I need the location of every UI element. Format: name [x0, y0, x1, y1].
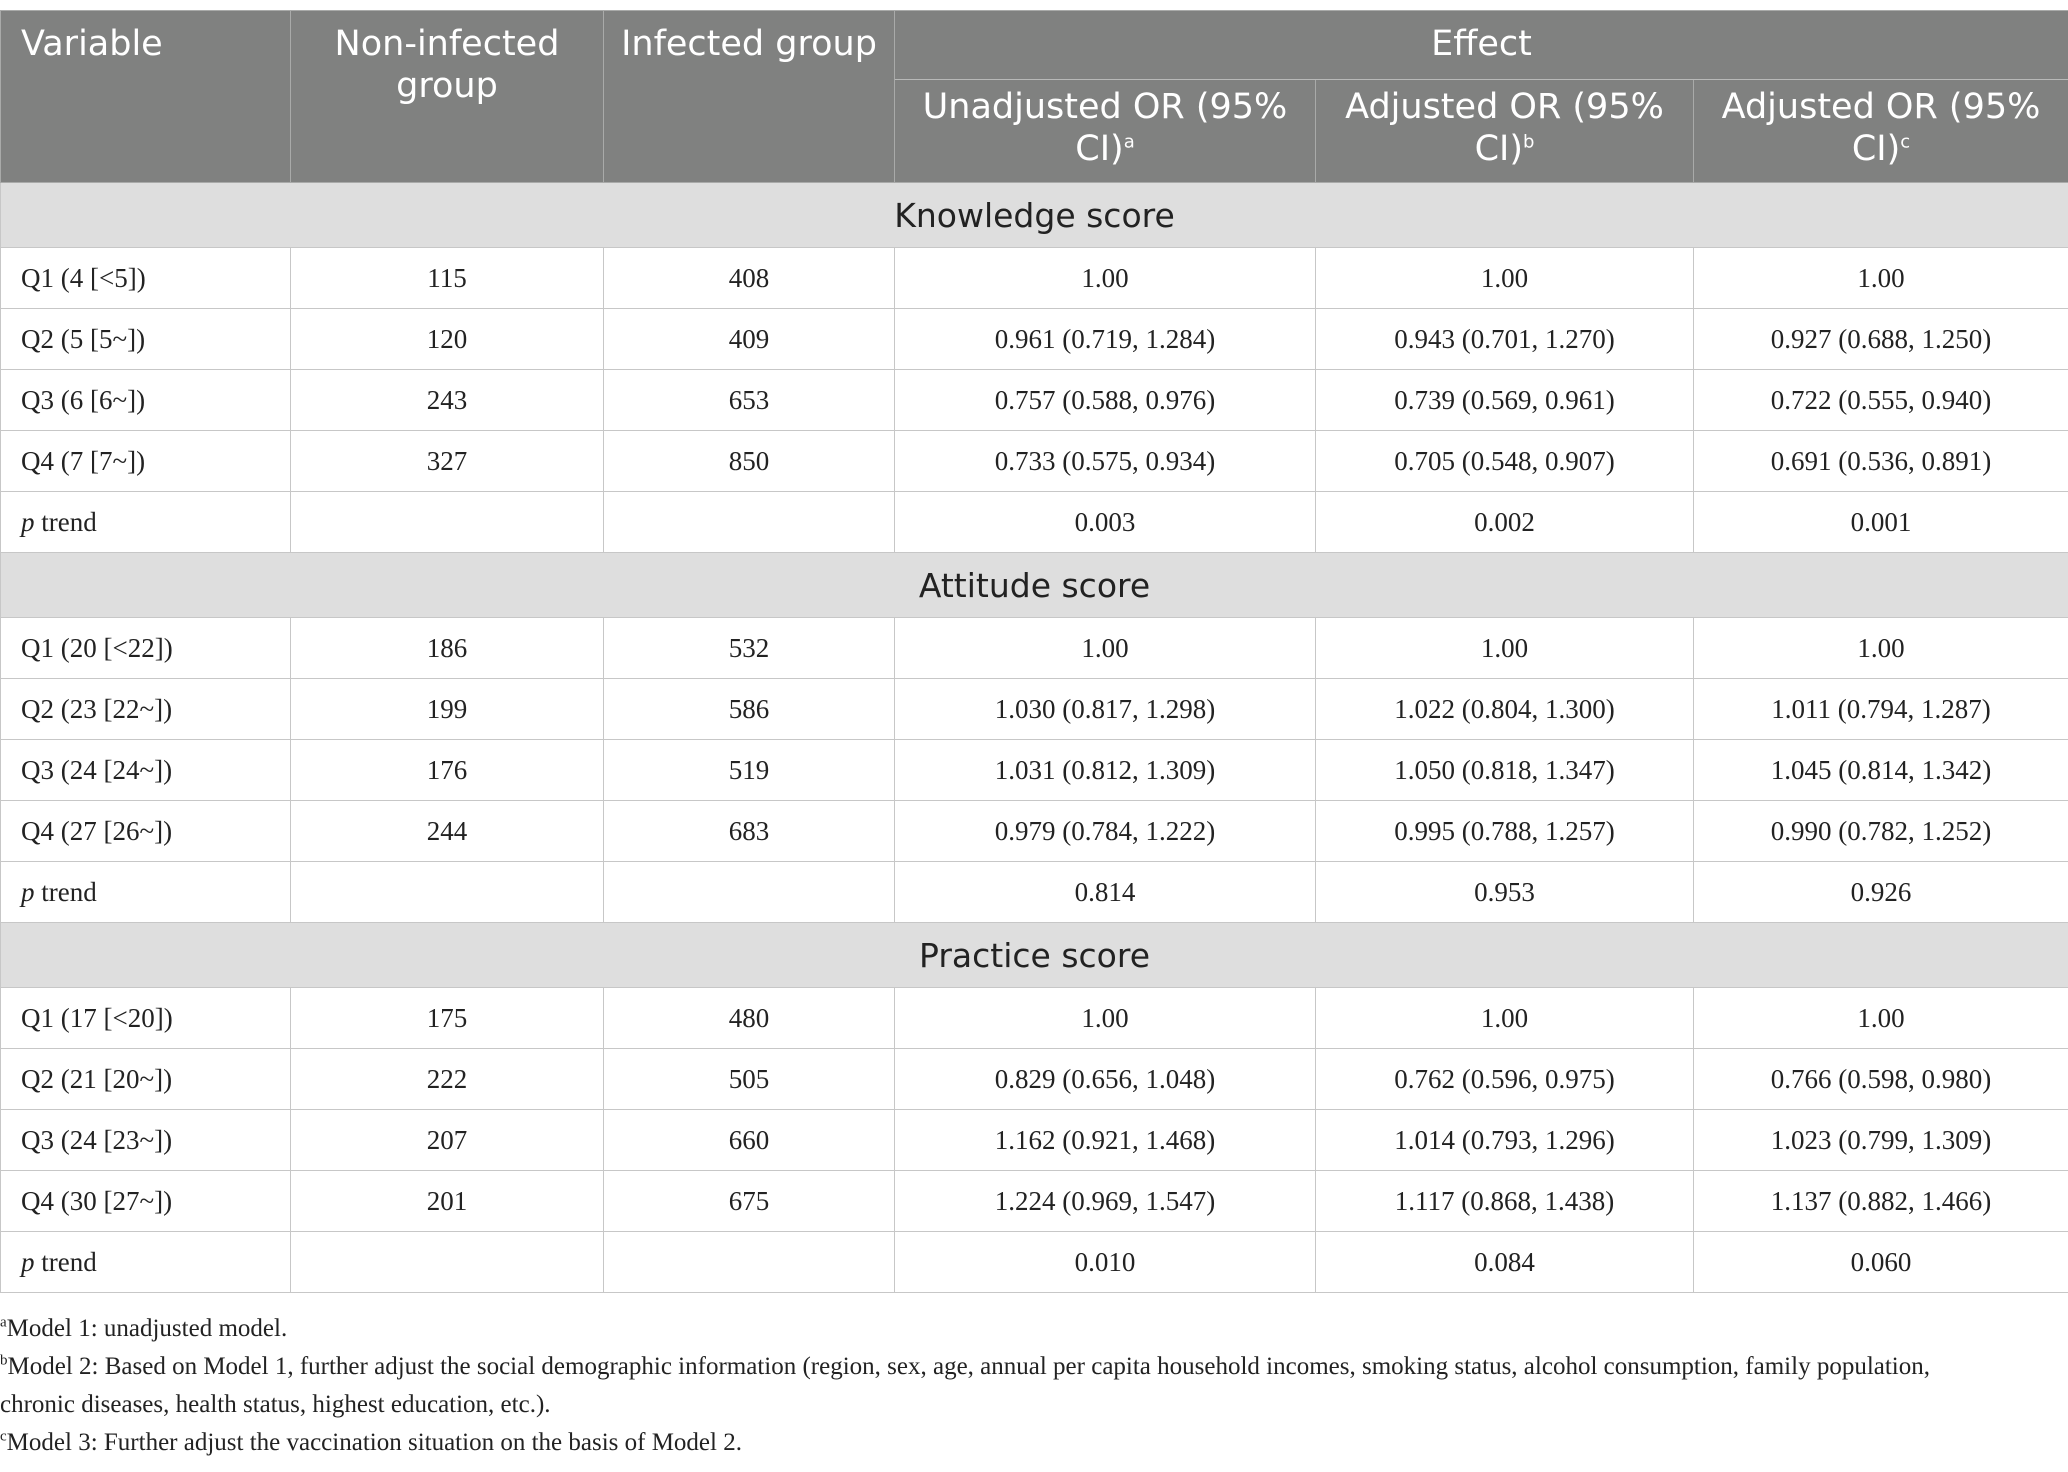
- p-trend-row: [1, 862, 2068, 923]
- adjusted-or-model2-cell: 0.705 (0.548, 0.907): [1316, 431, 1694, 492]
- adjusted-or-model2-cell: 1.00: [1316, 618, 1694, 679]
- unadjusted-or-cell: 0.757 (0.588, 0.976): [895, 370, 1316, 431]
- footnote-marker-c: c: [1900, 131, 1911, 153]
- p-trend-model2: 0.084: [1316, 1232, 1694, 1293]
- table-row: [1, 248, 2068, 309]
- infected-cell: 850: [604, 431, 895, 492]
- trend-text: trend: [34, 1246, 97, 1277]
- p-trend-label: [1, 1232, 291, 1293]
- header-infected: Infected group: [604, 11, 895, 183]
- var-cell: Q4 (7 [7~]): [1, 431, 291, 492]
- trend-text: trend: [34, 876, 97, 907]
- table-header: [1, 11, 2068, 183]
- table-row: [1, 1171, 2068, 1232]
- p-trend-model2: 0.953: [1316, 862, 1694, 923]
- unadjusted-or-cell: 1.00: [895, 618, 1316, 679]
- adjusted-or-model3-cell: 1.00: [1694, 618, 2068, 679]
- adjusted-or-model2-cell: 1.050 (0.818, 1.347): [1316, 740, 1694, 801]
- header-effect: Effect: [895, 11, 2068, 80]
- p-trend-label: [1, 492, 291, 553]
- adjusted-or-model3-cell: 0.722 (0.555, 0.940): [1694, 370, 2068, 431]
- var-cell: Q1 (4 [<5]): [1, 248, 291, 309]
- adjusted-or-model3-cell: 1.011 (0.794, 1.287): [1694, 679, 2068, 740]
- infected-cell: 660: [604, 1110, 895, 1171]
- p-symbol: p: [21, 1246, 35, 1277]
- p-trend-model3: 0.001: [1694, 492, 2068, 553]
- table-row: [1, 1110, 2068, 1171]
- table-row: [1, 431, 2068, 492]
- infected-cell: 408: [604, 248, 895, 309]
- adjusted-or-model2-cell: 1.00: [1316, 988, 1694, 1049]
- var-cell: Q3 (6 [6~]): [1, 370, 291, 431]
- adjusted-or-model2-cell: 0.943 (0.701, 1.270): [1316, 309, 1694, 370]
- non-infected-cell: 115: [291, 248, 604, 309]
- unadjusted-or-cell: 1.162 (0.921, 1.468): [895, 1110, 1316, 1171]
- table-row: [1, 370, 2068, 431]
- section-row: [1, 923, 2068, 988]
- unadjusted-or-cell: 0.733 (0.575, 0.934): [895, 431, 1316, 492]
- p-trend-row: [1, 1232, 2068, 1293]
- table-row: [1, 679, 2068, 740]
- header-unadjusted-or: [895, 80, 1316, 183]
- unadjusted-or-cell: 1.00: [895, 988, 1316, 1049]
- non-infected-cell: 186: [291, 618, 604, 679]
- footnote-marker: a: [0, 1314, 7, 1331]
- p-trend-model3: 0.926: [1694, 862, 2068, 923]
- p-trend-model1: 0.003: [895, 492, 1316, 553]
- empty-cell: [604, 1232, 895, 1293]
- var-cell: Q3 (24 [23~]): [1, 1110, 291, 1171]
- unadjusted-or-cell: 1.224 (0.969, 1.547): [895, 1171, 1316, 1232]
- unadjusted-or-cell: 0.979 (0.784, 1.222): [895, 801, 1316, 862]
- non-infected-cell: 201: [291, 1171, 604, 1232]
- empty-cell: [291, 1232, 604, 1293]
- adjusted-or-model3-cell: 1.045 (0.814, 1.342): [1694, 740, 2068, 801]
- adjusted-or-model3-cell: 1.023 (0.799, 1.309): [1694, 1110, 2068, 1171]
- infected-cell: 409: [604, 309, 895, 370]
- adjusted-or-model2-cell: 1.014 (0.793, 1.296): [1316, 1110, 1694, 1171]
- results-table-wrapper: [0, 10, 2068, 1293]
- p-trend-label: [1, 862, 291, 923]
- empty-cell: [291, 492, 604, 553]
- p-symbol: p: [21, 506, 35, 537]
- header-unadjusted-or-label: Unadjusted OR (95% CI): [922, 87, 1288, 169]
- p-trend-model1: 0.010: [895, 1232, 1316, 1293]
- adjusted-or-model2-cell: 1.022 (0.804, 1.300): [1316, 679, 1694, 740]
- adjusted-or-model3-cell: 0.927 (0.688, 1.250): [1694, 309, 2068, 370]
- unadjusted-or-cell: 1.031 (0.812, 1.309): [895, 740, 1316, 801]
- var-cell: Q1 (20 [<22]): [1, 618, 291, 679]
- section-title: Attitude score: [1, 553, 2068, 618]
- non-infected-cell: 244: [291, 801, 604, 862]
- trend-text: trend: [34, 506, 97, 537]
- unadjusted-or-cell: 0.961 (0.719, 1.284): [895, 309, 1316, 370]
- var-cell: Q4 (27 [26~]): [1, 801, 291, 862]
- adjusted-or-model2-cell: 0.995 (0.788, 1.257): [1316, 801, 1694, 862]
- adjusted-or-model3-cell: 0.990 (0.782, 1.252): [1694, 801, 2068, 862]
- non-infected-cell: 120: [291, 309, 604, 370]
- p-trend-model1: 0.814: [895, 862, 1316, 923]
- var-cell: Q2 (5 [5~]): [1, 309, 291, 370]
- footnote-marker: c: [0, 1428, 7, 1445]
- footnote: [0, 1348, 2000, 1424]
- infected-cell: 519: [604, 740, 895, 801]
- adjusted-or-model3-cell: 1.137 (0.882, 1.466): [1694, 1171, 2068, 1232]
- footnotes: [0, 1310, 2000, 1462]
- var-cell: Q2 (23 [22~]): [1, 679, 291, 740]
- adjusted-or-model3-cell: 0.691 (0.536, 0.891): [1694, 431, 2068, 492]
- header-variable: Variable: [1, 11, 291, 183]
- p-trend-row: [1, 492, 2068, 553]
- non-infected-cell: 222: [291, 1049, 604, 1110]
- header-adjusted-or-model3: [1694, 80, 2068, 183]
- table-row: [1, 618, 2068, 679]
- infected-cell: 532: [604, 618, 895, 679]
- adjusted-or-model2-cell: 1.117 (0.868, 1.438): [1316, 1171, 1694, 1232]
- table-body: [1, 183, 2068, 1293]
- section-title: Knowledge score: [1, 183, 2068, 248]
- infected-cell: 505: [604, 1049, 895, 1110]
- infected-cell: 683: [604, 801, 895, 862]
- non-infected-cell: 176: [291, 740, 604, 801]
- table-row: [1, 801, 2068, 862]
- table-row: [1, 988, 2068, 1049]
- section-row: [1, 553, 2068, 618]
- non-infected-cell: 199: [291, 679, 604, 740]
- adjusted-or-model3-cell: 1.00: [1694, 248, 2068, 309]
- infected-cell: 675: [604, 1171, 895, 1232]
- header-adjusted-or-model2: [1316, 80, 1694, 183]
- empty-cell: [604, 862, 895, 923]
- footnote-marker: b: [0, 1352, 8, 1369]
- adjusted-or-model2-cell: 0.739 (0.569, 0.961): [1316, 370, 1694, 431]
- footnote: [0, 1424, 2000, 1462]
- non-infected-cell: 207: [291, 1110, 604, 1171]
- footnote-text: Model 2: Based on Model 1, further adjust the social demographic information (region, sex, age, annual per capita household incomes, smoking status, alcohol consumption, family population, chronic diseases, health status, highest education, etc.).: [0, 1353, 1930, 1418]
- unadjusted-or-cell: 1.00: [895, 248, 1316, 309]
- empty-cell: [604, 492, 895, 553]
- table-row: [1, 1049, 2068, 1110]
- var-cell: Q1 (17 [<20]): [1, 988, 291, 1049]
- unadjusted-or-cell: 0.829 (0.656, 1.048): [895, 1049, 1316, 1110]
- infected-cell: 586: [604, 679, 895, 740]
- table-row: [1, 309, 2068, 370]
- adjusted-or-model2-cell: 0.762 (0.596, 0.975): [1316, 1049, 1694, 1110]
- infected-cell: 653: [604, 370, 895, 431]
- var-cell: Q2 (21 [20~]): [1, 1049, 291, 1110]
- adjusted-or-model3-cell: 0.766 (0.598, 0.980): [1694, 1049, 2068, 1110]
- infected-cell: 480: [604, 988, 895, 1049]
- adjusted-or-model2-cell: 1.00: [1316, 248, 1694, 309]
- adjusted-or-model3-cell: 1.00: [1694, 988, 2068, 1049]
- p-trend-model2: 0.002: [1316, 492, 1694, 553]
- footnote-marker-a: a: [1123, 131, 1135, 153]
- non-infected-cell: 243: [291, 370, 604, 431]
- non-infected-cell: 327: [291, 431, 604, 492]
- header-adjusted-or-model3-label: Adjusted OR (95% CI): [1721, 87, 2041, 169]
- footnote-text: Model 1: unadjusted model.: [6, 1315, 288, 1342]
- p-symbol: p: [21, 876, 35, 907]
- header-adjusted-or-model2-label: Adjusted OR (95% CI): [1345, 87, 1664, 169]
- footnote: [0, 1310, 2000, 1348]
- footnote-marker-b: b: [1522, 131, 1535, 153]
- var-cell: Q3 (24 [24~]): [1, 740, 291, 801]
- empty-cell: [291, 862, 604, 923]
- header-non-infected: Non-infected group: [291, 11, 604, 183]
- unadjusted-or-cell: 1.030 (0.817, 1.298): [895, 679, 1316, 740]
- odds-ratio-table: [0, 10, 2068, 1293]
- table-row: [1, 740, 2068, 801]
- footnote-text: Model 3: Further adjust the vaccination situation on the basis of Model 2.: [6, 1429, 742, 1456]
- section-title: Practice score: [1, 923, 2068, 988]
- var-cell: Q4 (30 [27~]): [1, 1171, 291, 1232]
- section-row: [1, 183, 2068, 248]
- p-trend-model3: 0.060: [1694, 1232, 2068, 1293]
- non-infected-cell: 175: [291, 988, 604, 1049]
